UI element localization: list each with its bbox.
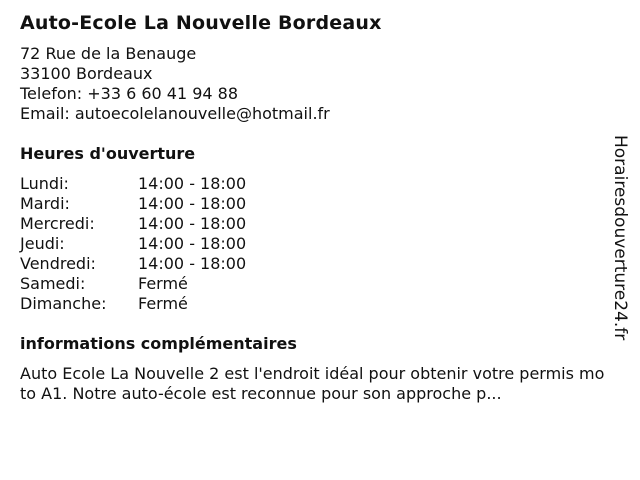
hours-row-wednesday bbox=[20, 214, 610, 234]
phone-line: Telefon: +33 6 60 41 94 88 bbox=[20, 84, 239, 103]
time-value: Fermé bbox=[138, 294, 188, 313]
hours-list bbox=[20, 174, 610, 314]
day-label: Jeudi: bbox=[20, 234, 65, 253]
hours-heading: Heures d'ouverture bbox=[20, 144, 196, 163]
day-label: Lundi: bbox=[20, 174, 69, 193]
info-heading: informations complémentaires bbox=[20, 334, 297, 353]
day-label: Vendredi: bbox=[20, 254, 96, 273]
site-brand-vertical: Horairesdouverture24.fr bbox=[610, 135, 630, 341]
day-label: Mercredi: bbox=[20, 214, 95, 233]
time-value: 14:00 - 18:00 bbox=[138, 174, 247, 193]
info-text: Auto Ecole La Nouvelle 2 est l'endroit idéal pour obtenir votre permis moto A1. Notre auto-école est reconnue pour son approche p... bbox=[20, 364, 605, 403]
hours-row-monday bbox=[20, 174, 610, 194]
address-city: 33100 Bordeaux bbox=[20, 64, 153, 83]
time-value: 14:00 - 18:00 bbox=[138, 214, 247, 233]
business-card bbox=[20, 10, 610, 404]
time-value: 14:00 - 18:00 bbox=[138, 254, 247, 273]
hours-row-tuesday bbox=[20, 194, 610, 214]
hours-row-sunday bbox=[20, 294, 610, 314]
address-street: 72 Rue de la Benauge bbox=[20, 44, 197, 63]
time-value: 14:00 - 18:00 bbox=[138, 234, 247, 253]
day-label: Dimanche: bbox=[20, 294, 107, 313]
business-name: Auto-Ecole La Nouvelle Bordeaux bbox=[20, 12, 382, 34]
hours-row-saturday bbox=[20, 274, 610, 294]
time-value: Fermé bbox=[138, 274, 188, 293]
hours-row-thursday bbox=[20, 234, 610, 254]
time-value: 14:00 - 18:00 bbox=[138, 194, 247, 213]
info-description bbox=[20, 364, 610, 404]
email-line: Email: autoecolelanouvelle@hotmail.fr bbox=[20, 104, 330, 123]
hours-row-friday bbox=[20, 254, 610, 274]
day-label: Samedi: bbox=[20, 274, 86, 293]
day-label: Mardi: bbox=[20, 194, 70, 213]
